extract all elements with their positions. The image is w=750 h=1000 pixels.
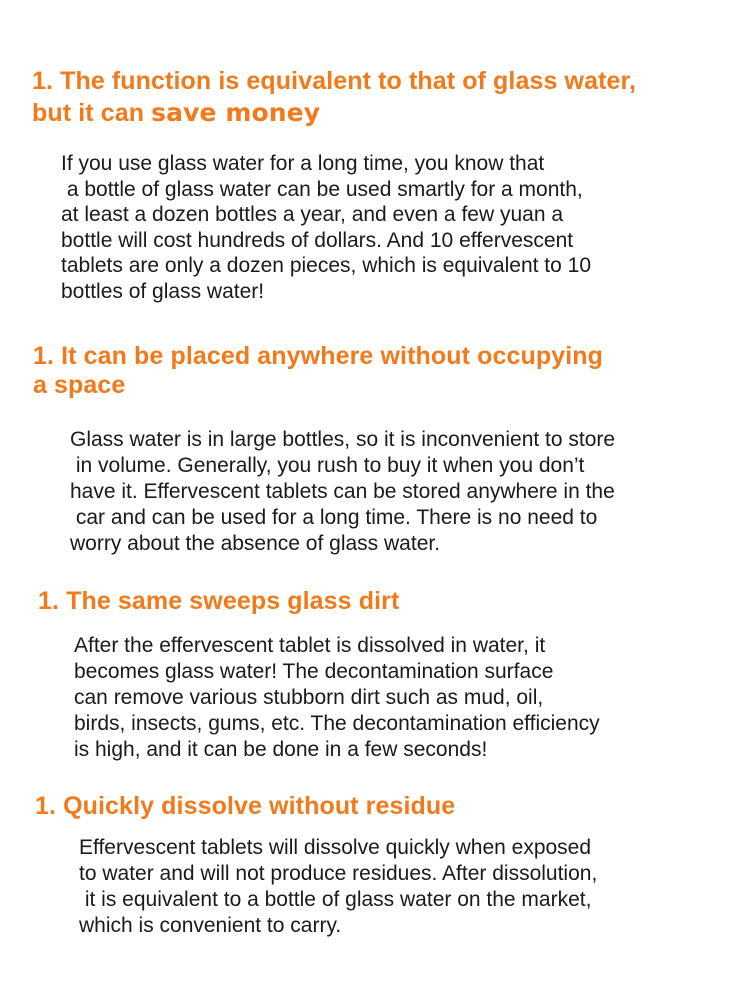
- section-2-body-line-5: worry about the absence of glass water.: [70, 532, 441, 555]
- section-3-body-line-2: becomes glass water! The decontamination surface: [74, 660, 554, 683]
- section-4-body-line-4: which is convenient to carry.: [79, 914, 342, 937]
- section-4-body-line-2: to water and will not produce residues. After dissolution,: [79, 862, 598, 885]
- section-2-heading-line-1: 1. It can be placed anywhere without occupying: [33, 342, 603, 370]
- section-3-body-line-1: After the effervescent tablet is dissolved in water, it: [74, 634, 546, 657]
- section-1-heading-lead: but it can: [32, 99, 152, 127]
- section-3-body: [74, 633, 600, 763]
- section-3-heading-line-1: 1. The same sweeps glass dirt: [38, 587, 400, 615]
- section-4-heading-line-1: 1. Quickly dissolve without residue: [35, 792, 456, 820]
- section-1-body: [61, 151, 591, 304]
- section-1-body-line-2: a bottle of glass water can be used smartly for a month,: [61, 177, 583, 201]
- section-2-body-line-3: have it. Effervescent tablets can be stored anywhere in the: [70, 480, 615, 503]
- section-2-body-line-4: car and can be used for a long time. There is no need to: [70, 506, 598, 529]
- section-1-body-line-1: If you use glass water for a long time, you know that: [61, 152, 545, 175]
- section-1-body-line-4: bottle will cost hundreds of dollars. And 10 effervescent: [61, 228, 574, 252]
- section-3-heading: [38, 586, 399, 617]
- section-2-body-line-2: in volume. Generally, you rush to buy it when you don’t: [70, 454, 585, 477]
- section-1-body-line-3: at least a dozen bottles a year, and even a few yuan a: [61, 203, 564, 226]
- section-4-body: [79, 835, 597, 939]
- section-4-body-line-3: it is equivalent to a bottle of glass water on the market,: [79, 888, 592, 911]
- section-2-heading: [33, 342, 603, 400]
- section-2-body: [70, 427, 615, 557]
- section-1-heading: [32, 66, 636, 129]
- section-2-heading-line-2: a space: [33, 371, 126, 399]
- section-3-body-line-5: is high, and it can be done in a few seconds!: [74, 738, 488, 761]
- section-1-body-line-5: tablets are only a dozen pieces, which is equivalent to 10: [61, 254, 591, 277]
- section-4-body-line-1: Effervescent tablets will dissolve quickly when exposed: [79, 836, 592, 859]
- section-1-body-line-6: bottles of glass water!: [61, 279, 265, 303]
- section-3-body-line-3: can remove various stubborn dirt such as mud, oil,: [74, 686, 544, 709]
- section-2-body-line-1: Glass water is in large bottles, so it is inconvenient to store: [70, 428, 616, 451]
- section-1-heading-emphasis: save money: [151, 98, 321, 127]
- section-1-heading-line-1: 1. The function is equivalent to that of glass water,: [32, 67, 637, 95]
- section-3-body-line-4: birds, insects, gums, etc. The decontamination efficiency: [74, 712, 600, 735]
- section-4-heading: [35, 791, 455, 822]
